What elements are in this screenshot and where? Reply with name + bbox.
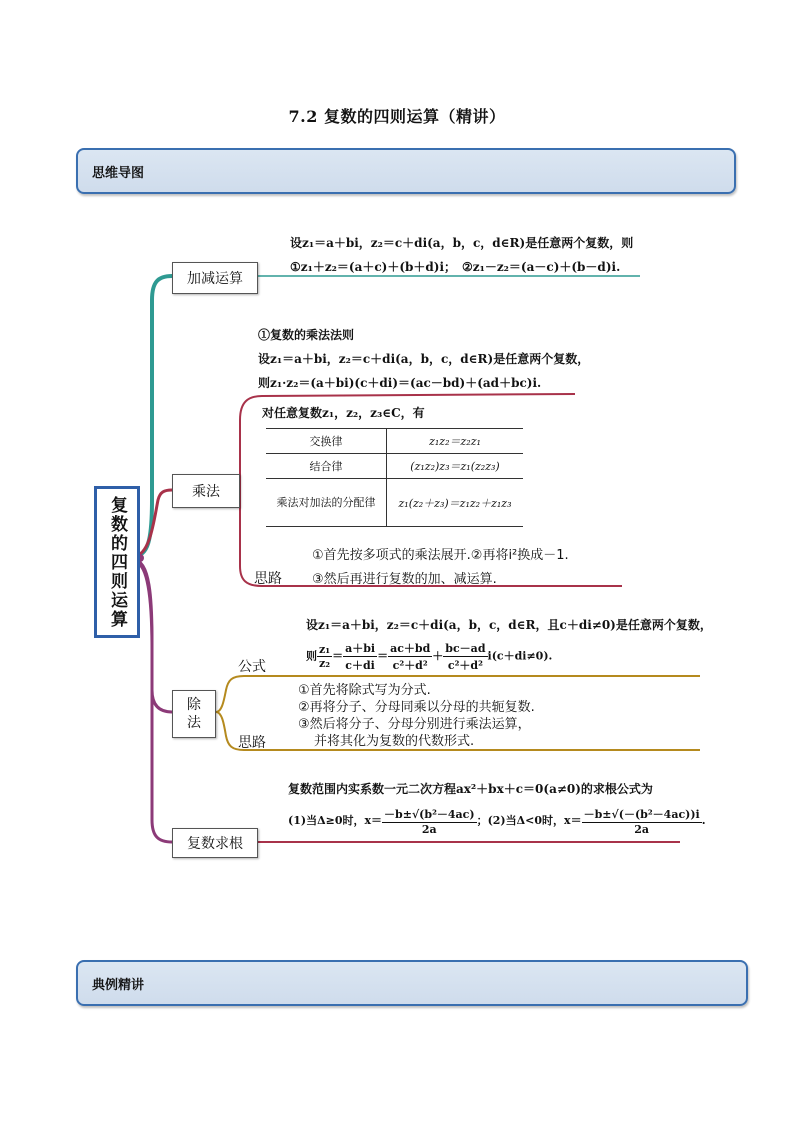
div-ideas — [298, 682, 535, 750]
div-idea-1: ①首先将除式写为分式. — [298, 683, 431, 698]
frac-real-den: c²＋d² — [392, 659, 428, 672]
node-add-sub — [172, 262, 258, 294]
law-name: 结合律 — [266, 454, 387, 479]
frac-root-2 — [582, 806, 702, 836]
frac-root-2-den: 2a — [634, 823, 650, 836]
frac-root-1-num: －b±√(b²－4ac) — [384, 808, 475, 821]
mul-line-2: 设z₁＝a＋bi，z₂＝c＋di(a，b，c，d∈R)是任意两个复数， — [258, 352, 590, 366]
law-formula: z₁z₂＝z₂z₁ — [387, 429, 524, 454]
node-divide — [172, 690, 216, 738]
mul-idea-1: ①首先按多项式的乘法展开.②再将i²换成－1. — [312, 548, 569, 563]
frac-z-num: z₁ — [319, 643, 331, 656]
div-formula-prefix: 则 — [306, 649, 317, 663]
div-idea-label: 思路 — [238, 735, 266, 751]
div-idea-3: ③然后将分子、分母分别进行乘法运算， — [298, 717, 531, 732]
root-case-2: ；(2)当Δ<0时，x＝ — [476, 814, 582, 827]
frac-ab-num: a＋bi — [345, 642, 376, 655]
mul-line-3: 则z₁·z₂＝(a＋bi)(c＋di)＝(ac－bd)＋(ad＋bc)i. — [258, 376, 542, 390]
div-formula-suffix: i(c＋di≠0). — [487, 649, 553, 663]
div-intro: 设z₁＝a＋bi，z₂＝c＋di(a，b，c，d∈R，且c＋di≠0)是任意两个复数， — [306, 618, 712, 632]
frac-imag-num: bc－ad — [445, 642, 486, 655]
frac-real — [388, 640, 432, 673]
root-node — [94, 486, 140, 638]
div-formula: 则 $\frac{\text{z₁}}{\text{z₂}}$ ＝ $\frac{a+bi}{c+di}$ ＝ $\frac{ac+bd}{\text{c²＋d²}}$ ＋ $\frac{bc-ad}{\text{c²＋d²}}$ i(c＋di≠0). — [306, 642, 553, 672]
frac-z-den: z₂ — [319, 657, 331, 670]
div-formula-label: 公式 — [238, 659, 266, 675]
add-line-1: 设z₁＝a＋bi，z₂＝c＋di(a，b，c，d∈R)是任意两个复数，则 — [290, 236, 634, 250]
mul-idea-label: 思路 — [254, 571, 282, 587]
frac-ab — [343, 640, 377, 673]
table-row — [266, 429, 523, 454]
div-idea-4: 并将其化为复数的代数形式. — [314, 734, 475, 749]
frac-real-num: ac＋bd — [390, 642, 431, 655]
node-add-sub-label: 加减运算 — [187, 271, 243, 287]
root-formula — [288, 806, 706, 836]
node-multiply-label: 乘法 — [192, 484, 220, 500]
frac-root-1 — [382, 806, 477, 836]
mul-line-1: ①复数的乘法法则 — [258, 328, 355, 342]
banner-examples-label: 典例精讲 — [92, 978, 145, 993]
root-end: . — [701, 814, 706, 827]
frac-root-1-den: 2a — [421, 823, 437, 836]
page-title: 7.2 复数的四则运算（精讲） — [288, 107, 506, 126]
table-row — [266, 479, 523, 527]
frac-imag-den: c²＋d² — [447, 659, 483, 672]
node-root-finding — [172, 828, 258, 858]
frac-root-2-num: －b±√(－(b²－4ac))i — [583, 808, 700, 821]
root-line-1: 复数范围内实系数一元二次方程ax²＋bx＋c＝0(a≠0)的求根公式为 — [288, 782, 653, 796]
div-idea-2: ②再将分子、分母同乘以分母的共轭复数. — [298, 700, 535, 715]
node-root-finding-label: 复数求根 — [187, 836, 243, 852]
mul-idea-2: ③然后再进行复数的加、减运算. — [312, 572, 497, 587]
law-formula: z₁(z₂＋z₃)＝z₁z₂＋z₁z₃ — [387, 479, 524, 527]
frac-z — [317, 643, 332, 670]
frac-ab-den: c＋di — [345, 659, 375, 672]
banner-mindmap-label: 思维导图 — [92, 166, 145, 181]
root-case-1: (1)当Δ≥0时，x＝ — [288, 814, 383, 827]
node-multiply — [172, 474, 240, 508]
table-row — [266, 454, 523, 479]
mul-laws-intro: 对任意复数z₁，z₂，z₃∈C，有 — [262, 406, 425, 420]
add-line-2: ①z₁＋z₂＝(a＋c)＋(b＋d)i； ②z₁－z₂＝(a－c)＋(b－d)i. — [290, 260, 621, 274]
law-formula: (z₁z₂)z₃＝z₁(z₂z₃) — [387, 454, 524, 479]
law-name: 交换律 — [266, 429, 387, 454]
law-name: 乘法对加法的分配律 — [266, 479, 387, 527]
laws-table — [266, 428, 523, 527]
root-label: 复数的四则运算 — [107, 495, 127, 629]
frac-imag — [443, 640, 487, 673]
node-divide-label: 除法 — [187, 697, 201, 731]
